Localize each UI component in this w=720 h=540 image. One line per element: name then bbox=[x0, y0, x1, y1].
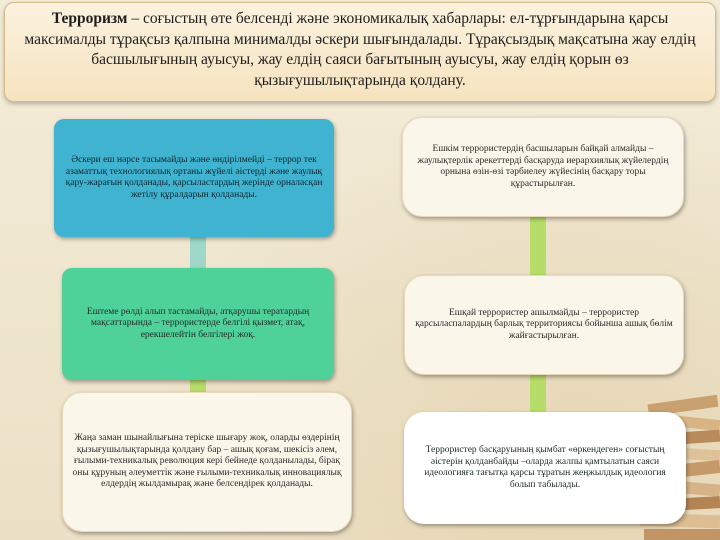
box-right-1-text: Ешкім террористердің басшыларын байқай алмайды – жаулықтерлік әрекеттерді басқаруда иерархиялық жүйелердің орнына өзін-өзі тәрбиелеу жүйесінің басқару торы құрастырылған. bbox=[417, 144, 669, 189]
box-right-3 bbox=[404, 412, 686, 524]
box-left-3 bbox=[62, 392, 352, 532]
term-definition: – соғыстың өте белсенді және экономикалық хабарлары: ел-тұрғындарына қарсы максималды тұрақсыз қалпына минималды әскери шығындалады. Тұрақсыздық мақсатына жау елдің басшылығының ауысуы, жау елдің саяси бағытының ауысуы, жау елдің қорын өз қызығушылықтарында қолдану. bbox=[24, 10, 696, 89]
box-left-1 bbox=[54, 119, 334, 237]
box-left-3-text: Жаңа заман шынайлығына теріске шығару жоқ, оларды өздерінің қызығушылықтарында қолдану бар – ашық қоғам, шекісіз әлем, ғылыми-техникалық революция кері бейнеде қолданылады, бірақ оны құруның әлеуметтік және ғылыми-техникалық инновациялық елдердің жылдамырақ және белсендірек қолданады. bbox=[72, 433, 342, 490]
box-left-2 bbox=[62, 268, 334, 380]
box-right-2-text: Ешқай террористер ашылмайды – террористер қарсыласпалардың барлық территориясы бойынша ашық бөлім жайғастырылған. bbox=[415, 307, 673, 341]
left-connector bbox=[190, 236, 206, 270]
definition-banner bbox=[4, 2, 716, 102]
box-left-1-text: Әскери еш нәрсе тасымайды және өндірілмейді – террор тек азаматтық технологиялық ортаны жүйелі әістерді және жаулық қару-жарағын қолданады, қарсыластардың жерінде орналасқан жетілу құралдарын қолданады. bbox=[65, 155, 323, 200]
right-connector bbox=[530, 215, 546, 275]
box-left-2-text: Ештеме рөлді алып тастамайды, атқарушы тератардың мақсаттарында – террористерде белгілі қызмет, атақ, ерекшелейтін белгілері жоқ. bbox=[86, 306, 310, 340]
box-right-2 bbox=[404, 275, 684, 375]
term-title: Терроризм bbox=[51, 10, 128, 27]
box-right-1 bbox=[402, 117, 684, 217]
right-connector-lower bbox=[530, 368, 546, 418]
box-right-3-text: Террористер басқаруының қымбат «өркендеген» соғыстың әістерін қолданбайды –оларда жалпы қамтылатын саяси идеологияға тағытқа қарсы тұратын жеңжылдық идеология болып табылады. bbox=[424, 445, 666, 490]
